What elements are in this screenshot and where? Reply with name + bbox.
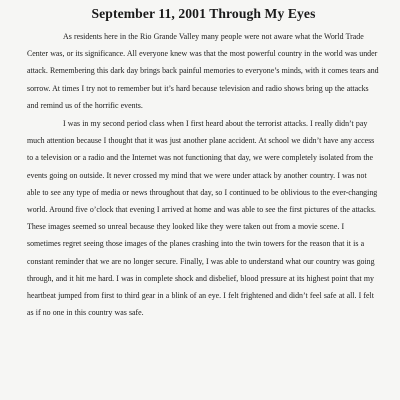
document-title: September 11, 2001 Through My Eyes [91, 6, 316, 21]
paragraph-1: As residents here in the Rio Grande Valley many people were not aware what the World Trade Center was, or its significance. All everyone knew was that the most powerful country in the world was under attack. Remembering this dark day brings back painful memories to everyone’s minds, with it comes tears and sorrow. At times I try not to remember but it’s hard because television and radio shows bring up the attacks and remind us of the horrific events. [27, 32, 379, 110]
paragraph-2: I was in my second period class when I first heard about the terrorist attacks. I really didn’t pay much attention because I thought that it was just another plane accident. At school we didn’t have any access to a television or a radio and the Internet was not functioning that day, we were completely isolated from the events going on outside. It never crossed my mind that we were under attack by another country. I was not able to see any type of media or news throughout that day, so I continued to be oblivious to the ever-changing world. Around five o’clock that evening I arrived at home and was able to see the first pictures of the attacks. These images seemed so unreal because they looked like they were taken out from a movie scene. I sometimes regret seeing those images of the planes crashing into the twin towers for the reason that it is a constant reminder that we are no longer secure. Finally, I was able to understand what our country was going through, and it hit me hard. I was in complete shock and disbelief, blood pressure at its highest point that my heartbeat jumped from first to third gear in a blink of an eye. I felt frightened and didn’t feel safe at all. I felt as if no one in this country was safe. [27, 119, 378, 318]
